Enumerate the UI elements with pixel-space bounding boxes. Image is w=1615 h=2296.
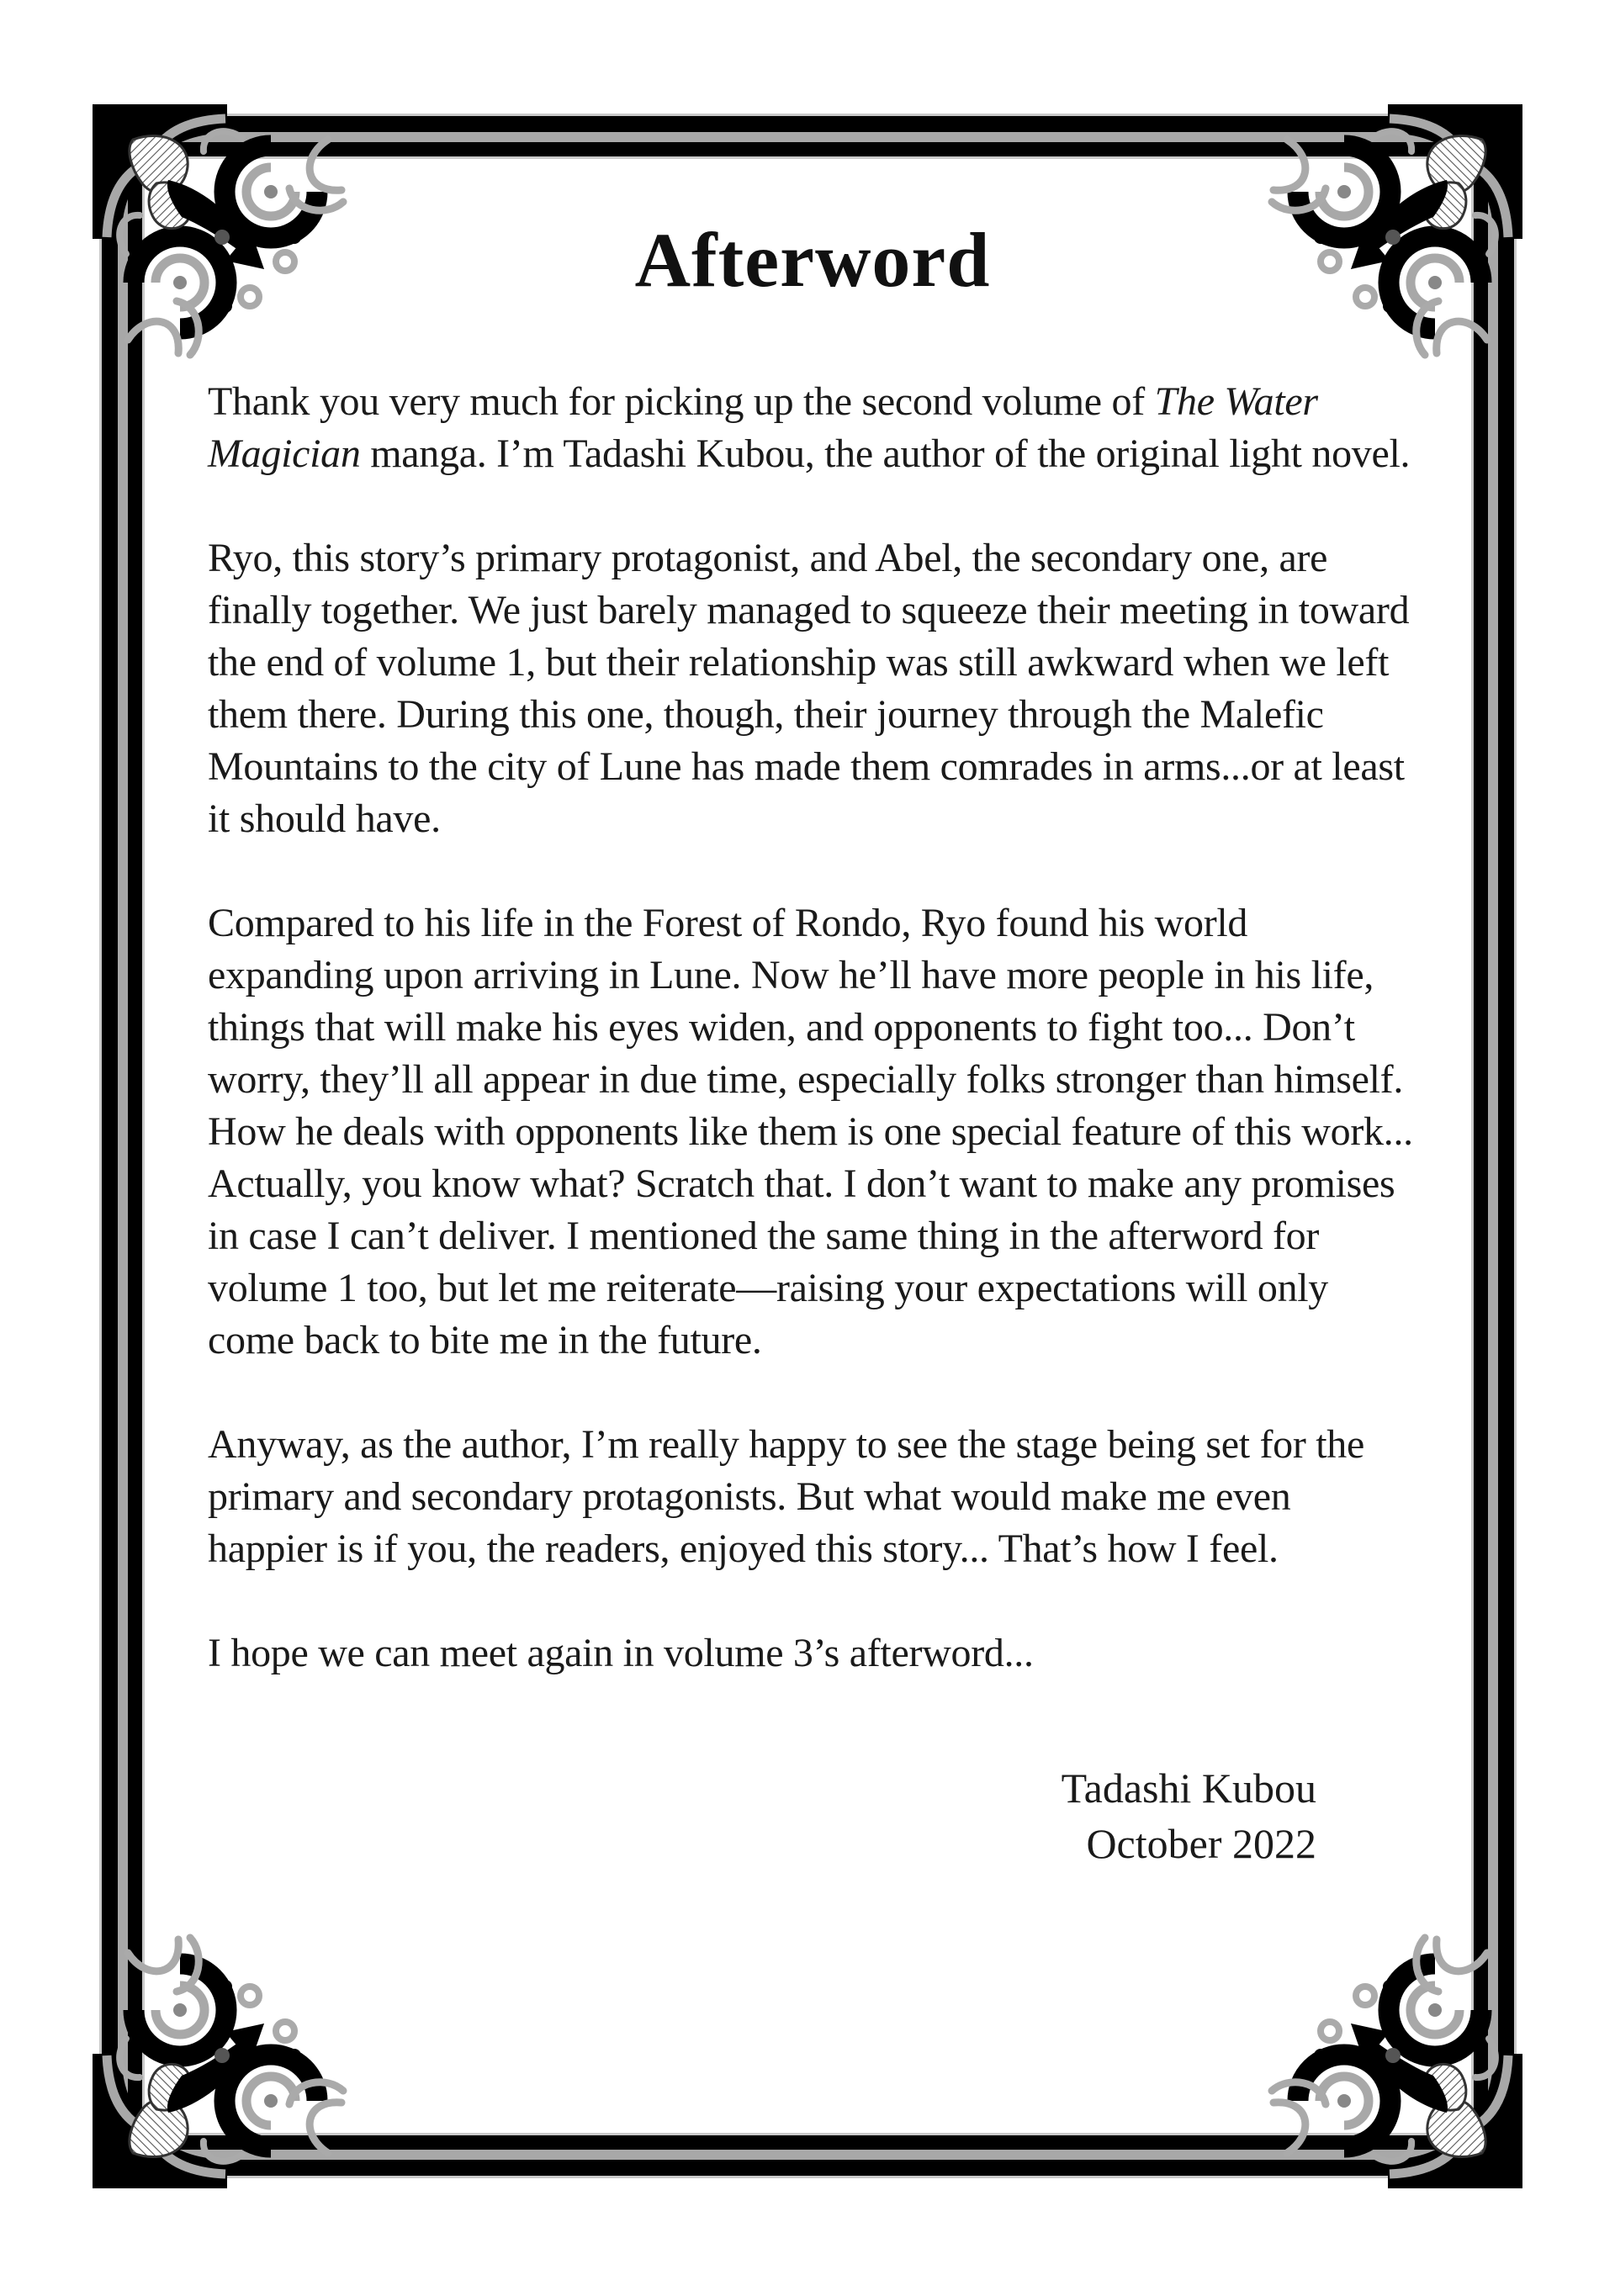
paragraph-1 [208,376,1417,480]
signature-name: Tadashi Kubou [1061,1764,1316,1812]
signature-date: October 2022 [1086,1820,1316,1867]
corner-ornament-bottom-right-icon [1252,1918,1538,2203]
corner-ornament-bottom-left-icon [77,1918,363,2203]
page-title: Afterword [634,217,991,303]
paragraph-5: I hope we can meet again in volume 3’s afterword... [208,1631,1034,1675]
paragraph-2: Ryo, this story’s primary protagonist, and Abel, the secondary one, are finally together. We just barely managed to squeeze their meeting in toward the end of volume 1, but their relationship was still awkward when we left them there. During this one, though, their journey through the Malefic Mountains to the city of Lune has made them comrades in arms...or at least it should have. [208,536,1410,841]
paragraph-4: Anyway, as the author, I’m really happy to see the stage being set for the primary and secondary protagonists. But what would make me even happier is if you, the readers, enjoyed this story... That’s how I feel. [208,1422,1364,1571]
paragraph-3: Compared to his life in the Forest of Rondo, Ryo found his world expanding upon arriving in Lune. Now he’ll have more people in his life, things that will make his eyes widen, and opponents to fight too... Don’t worry, they’ll all appear in due time, especially folks stronger than himself. How he deals with opponents like them is one special feature of this work... Actually, you know what? Scratch that. I don’t want to make any promises in case I can’t deliver. I mentioned the same thing in the afterword for volume 1 too, but let me reiterate—raising your expectations will only come back to bite me in the future. [208,901,1413,1362]
book-title-italic: The Water Magician [208,379,1318,476]
paragraph-1-pre: Thank you very much for picking up the second volume of [208,379,1155,424]
paragraph-1-post: manga. I’m Tadashi Kubou, the author of the original light novel. [360,431,1411,476]
signature-block [208,1760,1417,1871]
afterword-content [208,159,1417,1871]
